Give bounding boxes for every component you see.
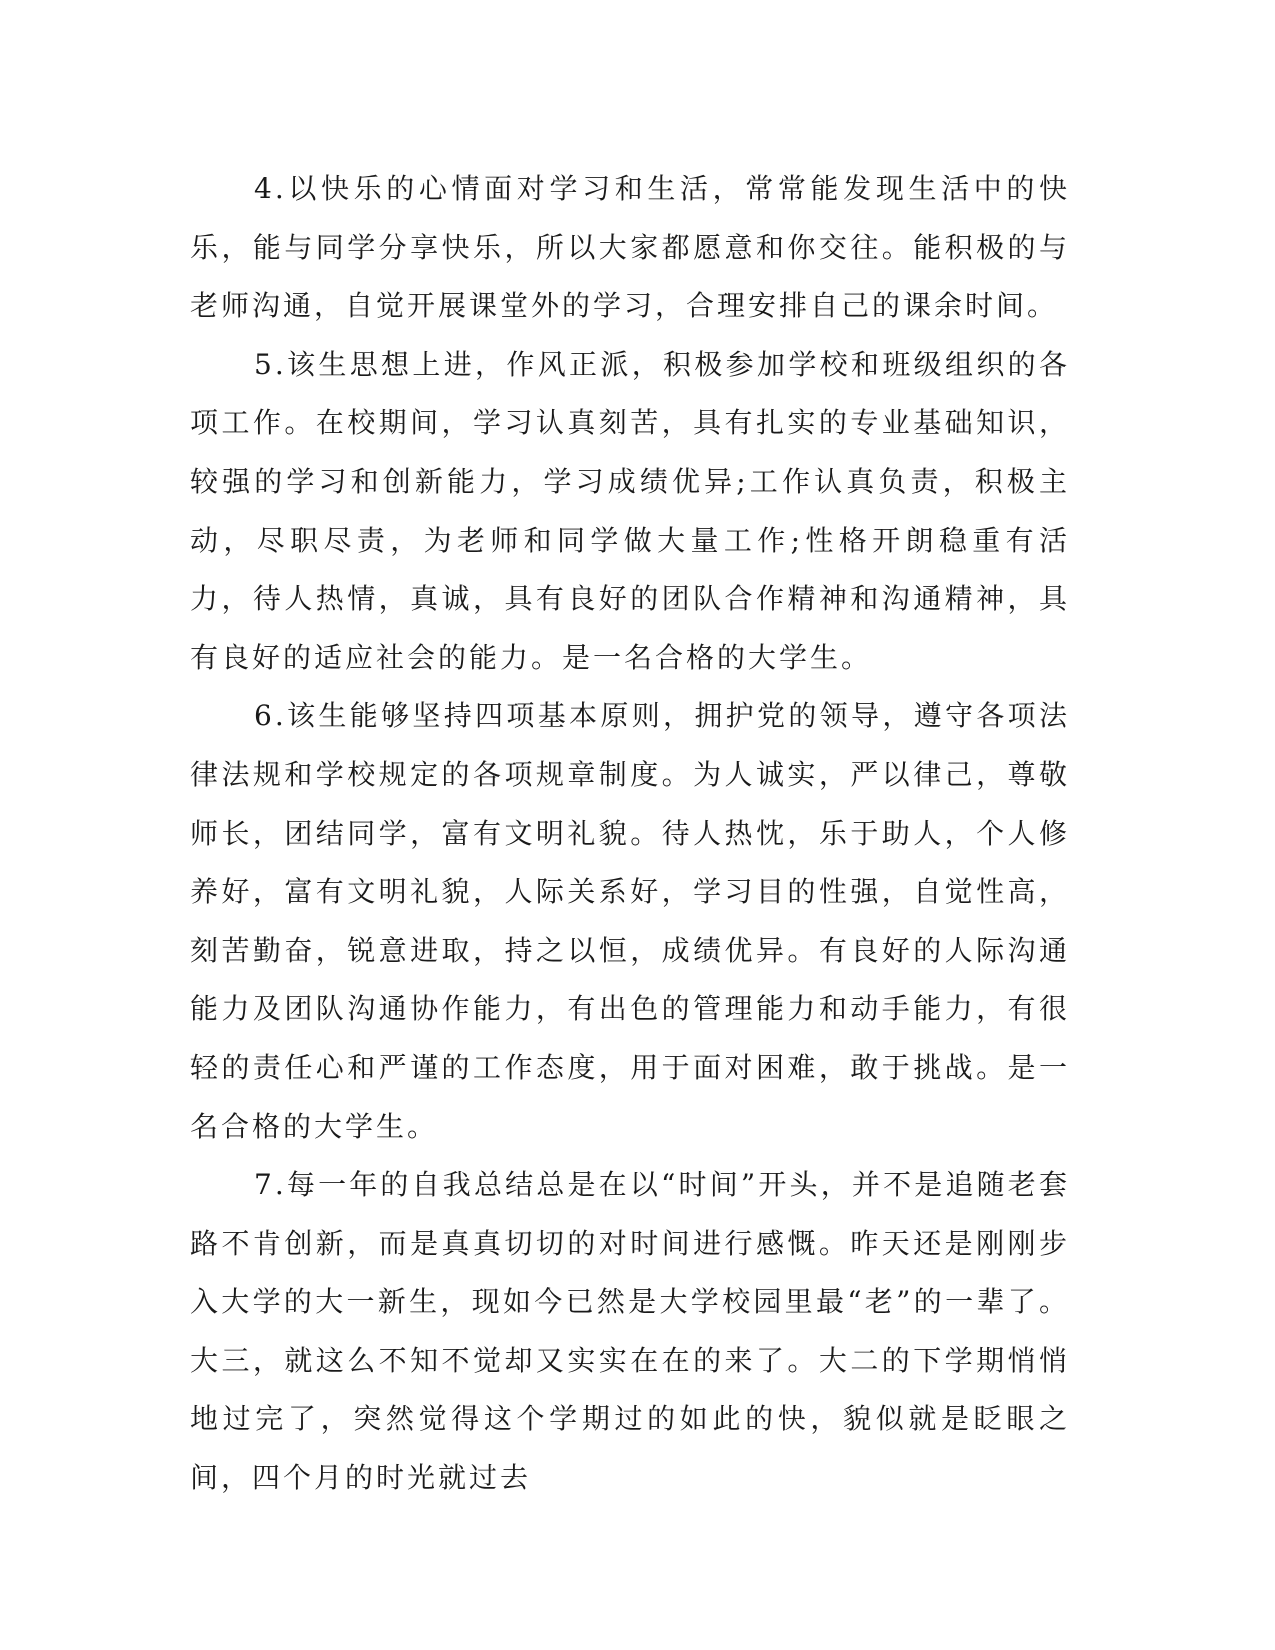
- paragraph-7: 7.每一年的自我总结总是在以“时间”开头，并不是追随老套路不肯创新，而是真真切切的对时间进行感慨。昨天还是刚刚步入大学的大一新生，现如今已然是大学校园里最“老”的一辈了。大三，就这么不知不觉却又实实在在的来了。大二的下学期悄悄地过完了，突然觉得这个学期过的如此的快，貌似就是眨眼之间，四个月的时光就过去: [190, 1168, 1070, 1495]
- paragraph-5: 5.该生思想上进，作风正派，积极参加学校和班级组织的各项工作。在校期间，学习认真刻苦，具有扎实的专业基础知识，较强的学习和创新能力，学习成绩优异;工作认真负责，积极主动，尽职尽责，为老师和同学做大量工作;性格开朗稳重有活力，待人热情，真诚，具有良好的团队合作精神和沟通精神，具有良好的适应社会的能力。是一名合格的大学生。: [190, 347, 1070, 674]
- document-body: [190, 160, 1070, 1508]
- paragraph-6: 6.该生能够坚持四项基本原则，拥护党的领导，遵守各项法律法规和学校规定的各项规章制度。为人诚实，严以律己，尊敬师长，团结同学，富有文明礼貌。待人热忱，乐于助人，个人修养好，富有文明礼貌，人际关系好，学习目的性强，自觉性高，刻苦勤奋，锐意进取，持之以恒，成绩优异。有良好的人际沟通能力及团队沟通协作能力，有出色的管理能力和动手能力，有很轻的责任心和严谨的工作态度，用于面对困难，敢于挑战。是一名合格的大学生。: [190, 699, 1070, 1143]
- paragraph-4: 4.以快乐的心情面对学习和生活，常常能发现生活中的快乐，能与同学分享快乐，所以大家都愿意和你交往。能积极的与老师沟通，自觉开展课堂外的学习，合理安排自己的课余时间。: [190, 172, 1070, 323]
